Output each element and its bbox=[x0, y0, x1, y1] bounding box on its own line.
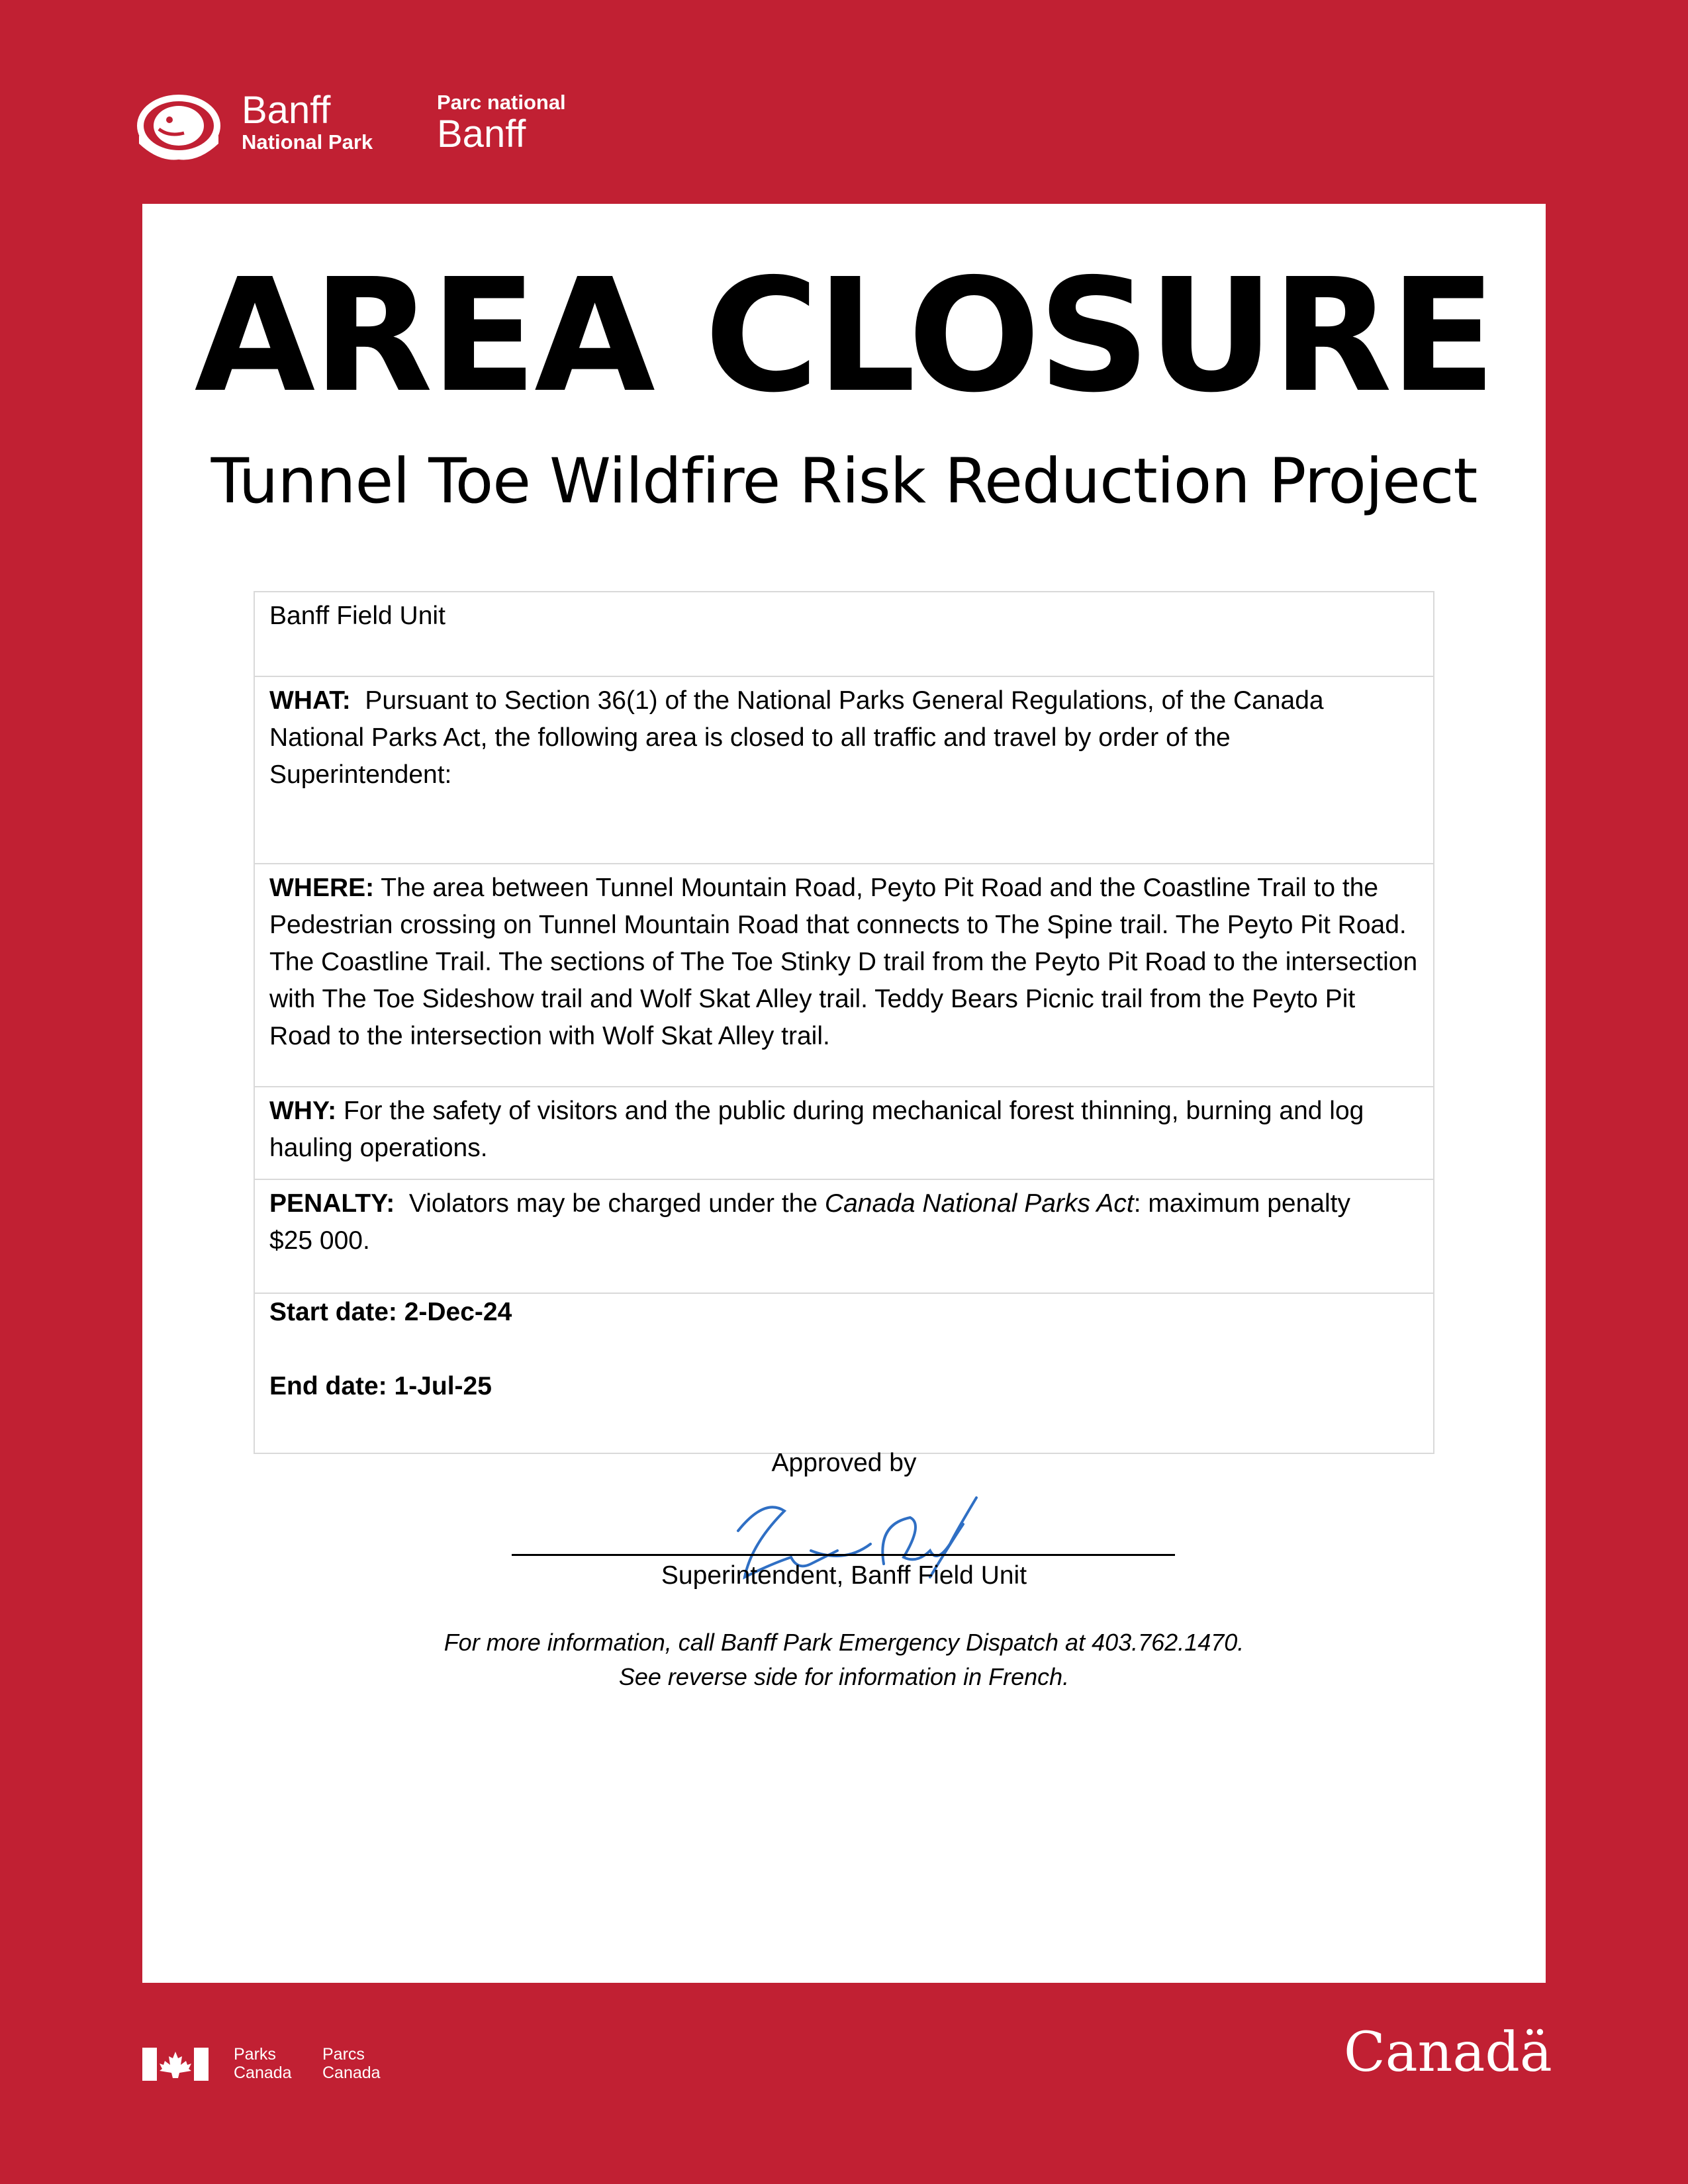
parks-fr-line-2: Canada bbox=[322, 2064, 381, 2082]
field-unit: Banff Field Unit bbox=[269, 602, 445, 630]
info-line-1: For more information, call Banff Park Emergency Dispatch at 403.762.1470. bbox=[444, 1629, 1244, 1656]
parks-en-line-1: Parks bbox=[234, 2045, 276, 2064]
start-date: Start date: 2-Dec-24 bbox=[269, 1298, 512, 1326]
notice-title: AREA CLOSURE bbox=[194, 245, 1494, 427]
what-label: WHAT: bbox=[269, 686, 351, 715]
parks-en-line-2: Canada bbox=[234, 2064, 292, 2082]
penalty-row bbox=[255, 1180, 1433, 1294]
park-logo bbox=[132, 89, 596, 169]
parks-canada-en bbox=[234, 2045, 292, 2082]
why-row bbox=[255, 1087, 1433, 1180]
penalty-amount: $25 000. bbox=[269, 1226, 370, 1255]
park-subtitle-en: National Park bbox=[242, 130, 373, 154]
penalty-act: Canada National Parks Act bbox=[824, 1189, 1134, 1218]
parks-canada-signature bbox=[142, 2045, 473, 2085]
end-date: End date: 1-Jul-25 bbox=[269, 1372, 492, 1400]
unit-row bbox=[255, 592, 1433, 677]
where-label: WHERE: bbox=[269, 874, 375, 902]
why-label: WHY: bbox=[269, 1097, 337, 1125]
parcs-canada-fr bbox=[322, 2045, 381, 2082]
signature-line bbox=[512, 1554, 1175, 1556]
penalty-label: PENALTY: bbox=[269, 1189, 395, 1218]
what-text: Pursuant to Section 36(1) of the National Parks General Regulations, of the Canada National Parks Act, the following area is closed to all traffic and travel by order of the Superintendent: bbox=[269, 686, 1324, 789]
park-name-fr: Banff bbox=[437, 113, 526, 156]
beaver-icon bbox=[132, 89, 225, 162]
closure-details-table bbox=[254, 591, 1434, 1454]
notice-subtitle: Tunnel Toe Wildfire Risk Reduction Project bbox=[211, 445, 1477, 518]
approved-by-label: Approved by bbox=[771, 1449, 917, 1477]
signer-title: Superintendent, Banff Field Unit bbox=[661, 1561, 1027, 1590]
canada-wordmark: Canadä bbox=[1344, 2021, 1552, 2084]
parks-fr-line-1: Parcs bbox=[322, 2045, 365, 2064]
canada-flag-icon bbox=[142, 2048, 209, 2081]
where-text: The area between Tunnel Mountain Road, Peyto Pit Road and the Coastline Trail to the Pedestrian crossing on Tunnel Mountain Road that connects to The Spine trail. The Peyto Pit Road. The Coastline Trail. The sections of The Toe Stinky D trail from the Peyto Pit Road to the intersection with The Toe Sideshow trail and Wolf Skat Alley trail. Teddy Bears Picnic trail from the Peyto Pit Road to the intersection with Wolf Skat Alley trail. bbox=[269, 874, 1418, 1050]
dates-row bbox=[255, 1294, 1433, 1453]
penalty-text-post: : maximum penalty bbox=[1133, 1189, 1350, 1218]
notice-sheet bbox=[142, 204, 1546, 1983]
park-name-en: Banff bbox=[242, 89, 331, 132]
info-text bbox=[142, 1625, 1546, 1694]
park-subtitle-fr: Parc national bbox=[437, 91, 566, 114]
penalty-text: Violators may be charged under the bbox=[408, 1189, 818, 1218]
where-row bbox=[255, 864, 1433, 1087]
why-text: For the safety of visitors and the public during mechanical forest thinning, burning and log hauling operations. bbox=[269, 1097, 1364, 1162]
what-row bbox=[255, 677, 1433, 864]
info-line-2: See reverse side for information in French. bbox=[618, 1663, 1070, 1690]
